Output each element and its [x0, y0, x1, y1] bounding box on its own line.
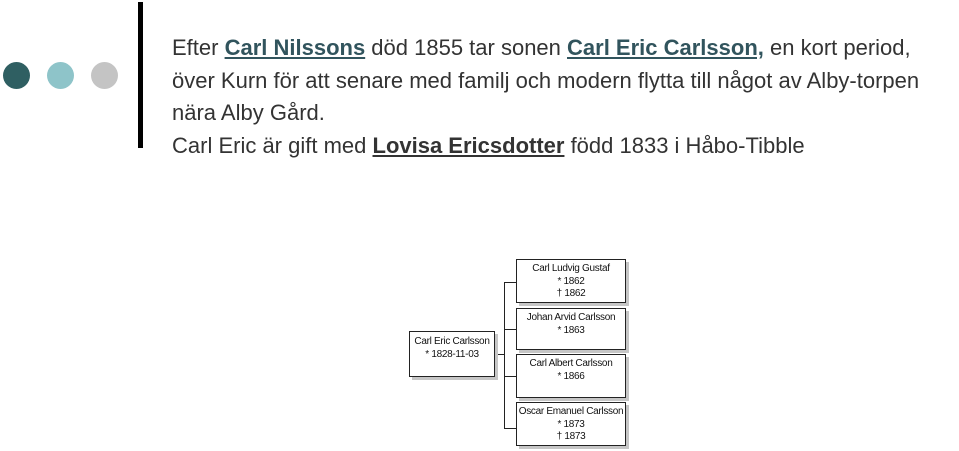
root-birth: * 1828-11-03	[425, 348, 479, 360]
child-1-birth: * 1862	[557, 275, 585, 287]
child-1-name: Carl Ludvig Gustaf	[532, 263, 610, 274]
p2-text-1: Carl Eric är gift med	[172, 132, 373, 158]
connector-root-horizontal	[494, 354, 505, 355]
child-4-birth: * 1873	[557, 418, 585, 430]
connector-spine	[504, 282, 505, 429]
slide-body-text	[172, 32, 957, 162]
p1-text-1: Efter	[172, 35, 225, 60]
child-4-death: † 1873	[556, 431, 586, 442]
tree-node-child-3[interactable]	[516, 354, 626, 398]
tree-node-root[interactable]	[409, 331, 495, 377]
paragraph-1	[172, 32, 957, 130]
vertical-accent-bar	[138, 2, 143, 148]
child-3-birth: * 1866	[557, 370, 585, 382]
link-carl-eric-carlsson[interactable]: Carl Eric Carlsson,	[567, 35, 764, 60]
p1-text-2: död 1855 tar sonen	[365, 35, 568, 60]
link-lovisa-ericsdotter[interactable]: Lovisa Ericsdotter	[372, 132, 565, 158]
decorative-dot-dark	[3, 62, 30, 89]
root-name: Carl Eric Carlsson	[414, 336, 490, 347]
child-1-death: † 1862	[556, 288, 586, 299]
child-4-name: Oscar Emanuel Carlsson	[518, 406, 624, 417]
child-2-name: Johan Arvid Carlsson	[526, 312, 616, 323]
decorative-dot-grey	[91, 62, 118, 89]
connector-child-1	[504, 282, 516, 283]
child-3-name: Carl Albert Carlsson	[529, 358, 613, 369]
p2-text-2: född 1833 i Håbo-Tibble	[564, 132, 805, 158]
connector-child-4	[504, 428, 516, 429]
connector-child-3	[504, 376, 516, 377]
tree-node-child-2[interactable]	[516, 308, 626, 350]
tree-node-child-4[interactable]	[516, 402, 626, 446]
decorative-dot-light	[47, 62, 74, 89]
connector-child-2	[504, 329, 516, 330]
p1-text-3: en kort period, över Kurn för att senare med familj och modern flytta till något av Alby-torpen nära Alby Gård.	[172, 35, 920, 125]
child-2-birth: * 1863	[557, 324, 585, 336]
paragraph-2	[172, 130, 957, 163]
link-carl-nilsson[interactable]: Carl Nilssons	[224, 35, 366, 60]
tree-node-child-1[interactable]	[516, 259, 626, 303]
